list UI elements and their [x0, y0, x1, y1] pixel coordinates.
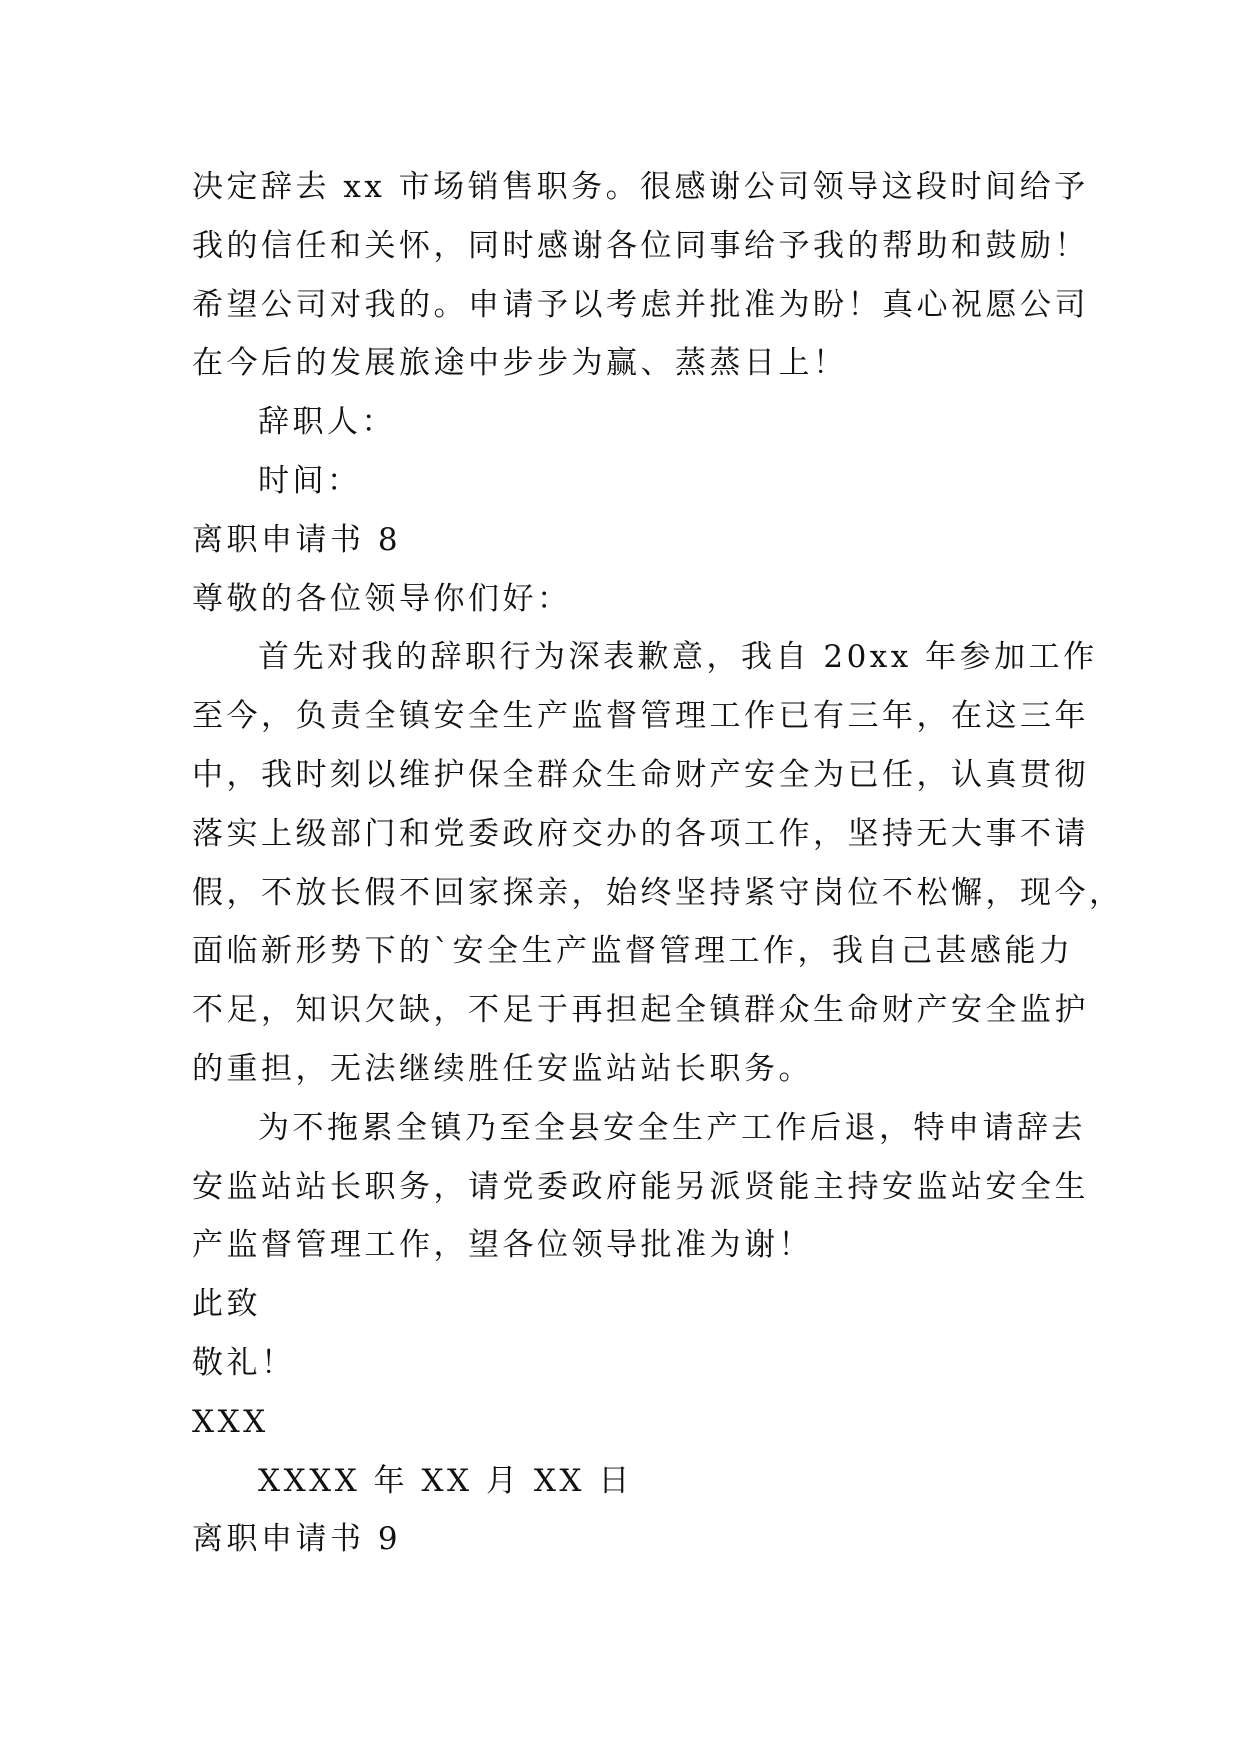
- body-line: 不足，知识欠缺，不足于再担起全镇群众生命财产安全监护: [192, 992, 1089, 1029]
- body-line: 的重担，无法继续胜任安监站站长职务。: [192, 1050, 813, 1087]
- body-line: 中，我时刻以维护保全群众生命财产安全为已任，认真贯彻: [192, 756, 1089, 793]
- body-line: 落实上级部门和党委政府交办的各项工作，坚持无大事不请: [192, 815, 1089, 852]
- body-line: 决定辞去 xx 市场销售职务。很感谢公司领导这段时间给予: [192, 169, 1089, 205]
- section-title: 离职申请书 9: [192, 1521, 402, 1558]
- time-label: 时间：: [258, 462, 362, 499]
- body-line: 产监督管理工作，望各位领导批准为谢！: [192, 1227, 813, 1264]
- section-title: 离职申请书 8: [192, 521, 402, 558]
- document-body: [192, 158, 1124, 1569]
- body-line: 面临新形势下的`安全生产监督管理工作，我自己甚感能力: [192, 933, 1074, 970]
- closing-greeting: 敬礼！: [192, 1344, 296, 1381]
- signature-date: XXXX 年 XX 月 XX 日: [258, 1462, 633, 1499]
- body-line: 在今后的发展旅途中步步为赢、蒸蒸日上！: [192, 345, 848, 382]
- body-line: 为不拖累全镇乃至全县安全生产工作后退，特申请辞去: [258, 1109, 1086, 1146]
- body-line: 假，不放长假不回家探亲，始终坚持紧守岗位不松懈，现今，: [192, 874, 1124, 911]
- body-line: 至今，负责全镇安全生产监督管理工作已有三年，在这三年: [192, 698, 1089, 735]
- body-line: 我的信任和关怀，同时感谢各位同事给予我的帮助和鼓励！: [192, 227, 1089, 264]
- signer-label: 辞职人：: [258, 404, 396, 441]
- body-line: 安监站站长职务，请党委政府能另派贤能主持安监站安全生: [192, 1168, 1089, 1205]
- closing-line: 此致: [192, 1286, 261, 1323]
- body-line: 首先对我的辞职行为深表歉意，我自 20xx 年参加工作: [258, 639, 1098, 676]
- body-line: 希望公司对我的。申请予以考虑并批准为盼！真心祝愿公司: [192, 286, 1089, 323]
- salutation: 尊敬的各位领导你们好：: [192, 580, 572, 617]
- signature-name: XXX: [192, 1403, 269, 1440]
